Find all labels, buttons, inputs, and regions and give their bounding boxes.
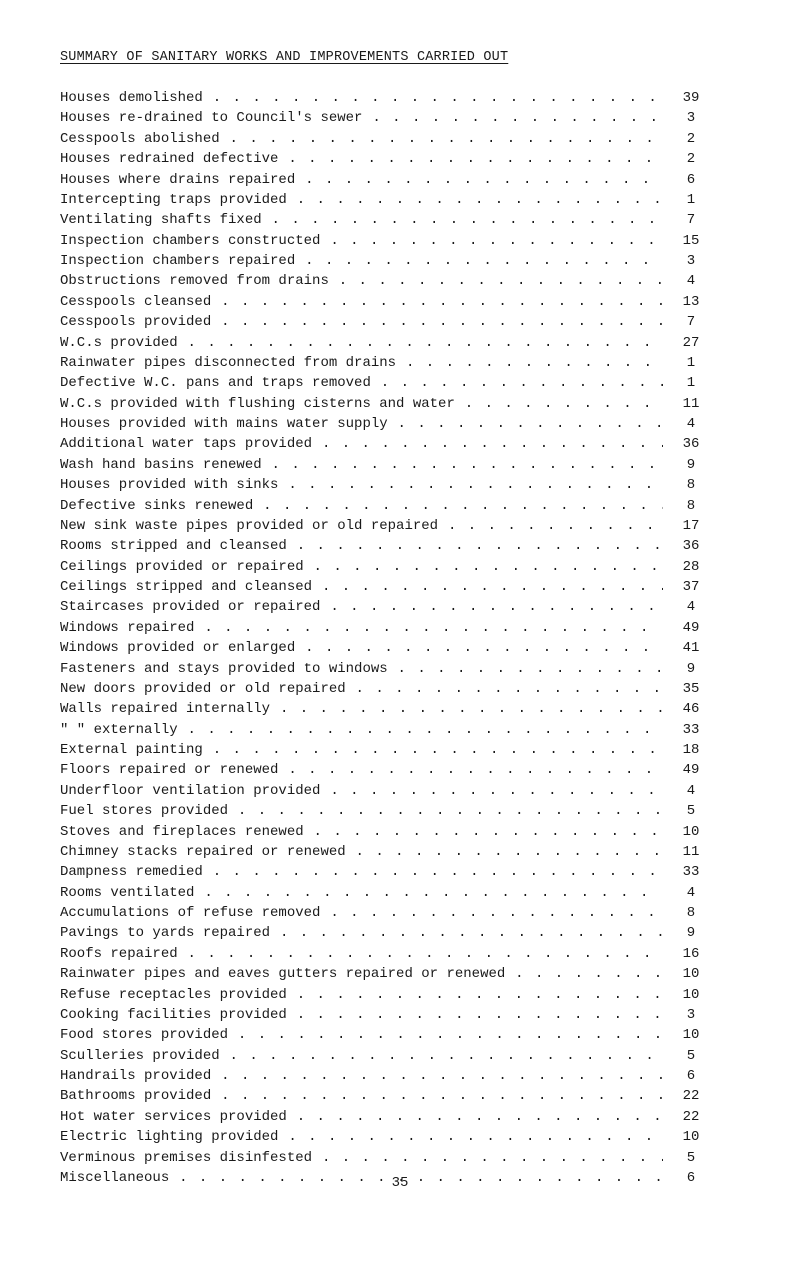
item-label <box>60 964 715 984</box>
list-item <box>60 455 715 475</box>
item-count: 7 <box>663 312 715 332</box>
list-item <box>60 1025 715 1045</box>
item-label-text: Dampness remedied <box>60 864 203 881</box>
item-label-text: Refuse receptacles provided <box>60 986 287 1003</box>
item-label-text: Fuel stores provided <box>60 803 229 820</box>
item-count: 10 <box>663 964 715 984</box>
item-label <box>60 618 715 638</box>
item-label <box>60 1066 715 1086</box>
item-count: 11 <box>663 842 715 862</box>
item-count: 27 <box>663 333 715 353</box>
list-item <box>60 1066 715 1086</box>
item-label-text: Electric lighting provided <box>60 1129 279 1146</box>
list-item <box>60 1107 715 1127</box>
list-item <box>60 231 715 251</box>
item-label <box>60 149 715 169</box>
item-count: 33 <box>663 720 715 740</box>
item-label-text: Houses demolished <box>60 90 203 106</box>
item-label-text: Cesspools abolished <box>60 130 220 147</box>
item-count: 5 <box>663 801 715 821</box>
list-item <box>60 659 715 679</box>
list-item <box>60 964 715 984</box>
item-label <box>60 516 715 536</box>
list-item <box>60 699 715 719</box>
item-label <box>60 251 715 271</box>
item-label <box>60 373 715 393</box>
item-label-text: Rainwater pipes and eaves gutters repaired or renewed <box>60 966 506 983</box>
item-label <box>60 1148 715 1168</box>
item-count: 4 <box>663 597 715 617</box>
item-count: 10 <box>663 822 715 842</box>
list-item <box>60 1127 715 1147</box>
item-label-text: Defective W.C. pans and traps removed <box>60 375 371 392</box>
item-count: 49 <box>663 760 715 780</box>
item-label-text: Rooms ventilated <box>60 884 195 901</box>
list-item <box>60 251 715 271</box>
item-label <box>60 638 715 658</box>
item-label <box>60 679 715 699</box>
item-label <box>60 1107 715 1127</box>
list-item <box>60 577 715 597</box>
item-label-text: Hot water services provided <box>60 1108 287 1125</box>
item-label <box>60 108 715 128</box>
item-count: 10 <box>663 1127 715 1147</box>
item-label <box>60 536 715 556</box>
list-item <box>60 108 715 128</box>
list-item <box>60 353 715 373</box>
item-label-text: Ventilating shafts fixed <box>60 212 262 229</box>
item-label-text: Rooms stripped and cleansed <box>60 538 287 555</box>
item-label <box>60 577 715 597</box>
item-label <box>60 1127 715 1147</box>
list-item <box>60 557 715 577</box>
list-item <box>60 496 715 516</box>
list-item <box>60 536 715 556</box>
item-label-text: Houses provided with mains water supply <box>60 416 388 432</box>
page-number: 35 <box>391 1175 409 1191</box>
item-label-text: New doors provided or old repaired <box>60 680 346 697</box>
item-count: 10 <box>663 1025 715 1045</box>
item-label-text: Houses provided with sinks <box>60 477 279 494</box>
item-label <box>60 699 715 719</box>
item-count: 49 <box>663 618 715 638</box>
item-label <box>60 1005 715 1025</box>
works-list <box>60 88 715 1188</box>
item-count: 4 <box>663 414 715 434</box>
item-label <box>60 597 715 617</box>
item-label-text: Houses redrained defective <box>60 151 279 168</box>
item-label-text: Chimney stacks repaired or renewed <box>60 843 346 860</box>
item-label <box>60 394 715 414</box>
item-count: 4 <box>663 781 715 801</box>
item-label <box>60 170 715 190</box>
item-label-text: Cooking facilities provided <box>60 1006 287 1023</box>
item-count: 36 <box>663 434 715 454</box>
item-label-text: W.C.s provided <box>60 334 178 351</box>
list-item <box>60 781 715 801</box>
item-label <box>60 781 715 801</box>
list-item <box>60 760 715 780</box>
item-count: 2 <box>663 129 715 149</box>
list-item <box>60 516 715 536</box>
item-label <box>60 862 715 882</box>
item-label-text: Roofs repaired <box>60 945 178 962</box>
item-label-text: " " externally <box>60 721 178 738</box>
list-item <box>60 292 715 312</box>
item-label-text: Wash hand basins renewed <box>60 456 262 473</box>
item-count: 36 <box>663 536 715 556</box>
list-item <box>60 679 715 699</box>
list-item <box>60 822 715 842</box>
list-item <box>60 394 715 414</box>
list-item <box>60 170 715 190</box>
item-label <box>60 333 715 353</box>
item-label <box>60 923 715 943</box>
list-item <box>60 271 715 291</box>
item-label <box>60 271 715 291</box>
item-count: 11 <box>663 394 715 414</box>
list-item <box>60 985 715 1005</box>
item-count: 8 <box>663 475 715 495</box>
item-count: 9 <box>663 659 715 679</box>
item-label <box>60 822 715 842</box>
list-item <box>60 618 715 638</box>
item-label <box>60 292 715 312</box>
item-count: 9 <box>663 455 715 475</box>
item-label-text: Inspection chambers repaired <box>60 253 296 269</box>
item-label <box>60 475 715 495</box>
item-count: 8 <box>663 496 715 516</box>
item-label-text: Cesspools provided <box>60 314 212 331</box>
list-item <box>60 149 715 169</box>
item-label-text: New sink waste pipes provided or old repaired <box>60 517 439 534</box>
item-label <box>60 883 715 903</box>
item-count: 5 <box>663 1046 715 1066</box>
item-label-text: W.C.s provided with flushing cisterns and water <box>60 395 455 412</box>
list-item <box>60 597 715 617</box>
list-item <box>60 720 715 740</box>
item-label-text: Cesspools cleansed <box>60 293 212 310</box>
item-label-text: Accumulations of refuse removed <box>60 905 321 921</box>
item-label-text: Ceilings provided or repaired <box>60 558 304 575</box>
list-item <box>60 1148 715 1168</box>
list-item <box>60 638 715 658</box>
list-item <box>60 373 715 393</box>
item-count: 10 <box>663 985 715 1005</box>
item-label <box>60 944 715 964</box>
list-item <box>60 1005 715 1025</box>
item-label-text: Underfloor ventilation provided <box>60 782 321 799</box>
item-label-text: Defective sinks renewed <box>60 497 254 514</box>
list-item <box>60 333 715 353</box>
item-count: 2 <box>663 149 715 169</box>
item-count: 6 <box>663 170 715 190</box>
list-item <box>60 312 715 332</box>
item-label-text: Pavings to yards repaired <box>60 925 271 942</box>
item-label <box>60 231 715 251</box>
item-label-text: Additional water taps provided <box>60 436 313 453</box>
item-label-text: Houses where drains repaired <box>60 171 296 188</box>
item-count: 1 <box>663 353 715 373</box>
item-label <box>60 496 715 516</box>
item-count: 4 <box>663 271 715 291</box>
item-count: 28 <box>663 557 715 577</box>
list-item <box>60 842 715 862</box>
item-count: 41 <box>663 638 715 658</box>
item-label <box>60 1025 715 1045</box>
item-count: 3 <box>663 1005 715 1025</box>
item-count: 46 <box>663 699 715 719</box>
list-item <box>60 88 715 108</box>
item-label <box>60 557 715 577</box>
list-item <box>60 740 715 760</box>
item-count: 15 <box>663 231 715 251</box>
item-label <box>60 353 715 373</box>
item-label-text: Fasteners and stays provided to windows <box>60 660 388 677</box>
list-item <box>60 903 715 923</box>
item-label <box>60 659 715 679</box>
list-item <box>60 923 715 943</box>
item-label <box>60 414 715 434</box>
list-item <box>60 190 715 210</box>
item-count: 6 <box>663 1168 715 1188</box>
list-item <box>60 129 715 149</box>
item-count: 37 <box>663 577 715 597</box>
item-count: 22 <box>663 1086 715 1106</box>
item-label-text: Miscellaneous <box>60 1169 170 1186</box>
item-label <box>60 1046 715 1066</box>
item-label <box>60 801 715 821</box>
item-label-text: Windows provided or enlarged <box>60 640 296 657</box>
list-item <box>60 414 715 434</box>
item-count: 22 <box>663 1107 715 1127</box>
item-count: 9 <box>663 923 715 943</box>
list-item <box>60 1086 715 1106</box>
item-label-text: Floors repaired or renewed <box>60 762 279 779</box>
item-count: 17 <box>663 516 715 536</box>
item-count: 1 <box>663 190 715 210</box>
item-label-text: Obstructions removed from drains <box>60 273 329 290</box>
list-item <box>60 210 715 230</box>
item-count: 39 <box>663 88 715 108</box>
item-count: 4 <box>663 883 715 903</box>
item-count: 33 <box>663 862 715 882</box>
item-label <box>60 903 715 923</box>
item-label <box>60 190 715 210</box>
item-count: 5 <box>663 1148 715 1168</box>
item-label-text: Inspection chambers constructed <box>60 232 321 249</box>
item-label-text: Houses re-drained to Council's sewer <box>60 110 363 127</box>
item-label <box>60 842 715 862</box>
item-label <box>60 1086 715 1106</box>
item-label-text: Walls repaired internally <box>60 701 271 718</box>
item-count: 18 <box>663 740 715 760</box>
item-count: 16 <box>663 944 715 964</box>
item-count: 3 <box>663 108 715 128</box>
item-label <box>60 720 715 740</box>
list-item <box>60 434 715 454</box>
item-label-text: Intercepting traps provided <box>60 191 287 208</box>
item-count: 8 <box>663 903 715 923</box>
item-label-text: Ceilings stripped and cleansed <box>60 579 313 595</box>
item-label <box>60 434 715 454</box>
item-label-text: Windows repaired <box>60 619 195 636</box>
item-label-text: Bathrooms provided <box>60 1088 212 1105</box>
item-label-text: Verminous premises disinfested <box>60 1149 313 1166</box>
item-label-text: External painting <box>60 742 203 758</box>
item-label <box>60 88 715 108</box>
list-item <box>60 944 715 964</box>
item-count: 13 <box>663 292 715 312</box>
list-item <box>60 862 715 882</box>
item-label-text: Staircases provided or repaired <box>60 599 321 616</box>
item-count: 35 <box>663 679 715 699</box>
item-label <box>60 740 715 760</box>
item-count: 7 <box>663 210 715 230</box>
list-item <box>60 801 715 821</box>
item-count: 6 <box>663 1066 715 1086</box>
page-heading: SUMMARY OF SANITARY WORKS AND IMPROVEMENTS CARRIED OUT <box>60 50 509 65</box>
item-label <box>60 210 715 230</box>
item-label <box>60 312 715 332</box>
list-item <box>60 1046 715 1066</box>
item-label-text: Sculleries provided <box>60 1047 220 1064</box>
list-item <box>60 475 715 495</box>
item-label-text: Food stores provided <box>60 1027 229 1044</box>
item-label-text: Stoves and fireplaces renewed <box>60 823 304 840</box>
item-label <box>60 760 715 780</box>
item-label <box>60 129 715 149</box>
item-label-text: Rainwater pipes disconnected from drains <box>60 354 397 371</box>
list-item <box>60 883 715 903</box>
item-label <box>60 455 715 475</box>
item-label <box>60 985 715 1005</box>
item-count: 1 <box>663 373 715 393</box>
item-label-text: Handrails provided <box>60 1068 212 1084</box>
item-count: 3 <box>663 251 715 271</box>
